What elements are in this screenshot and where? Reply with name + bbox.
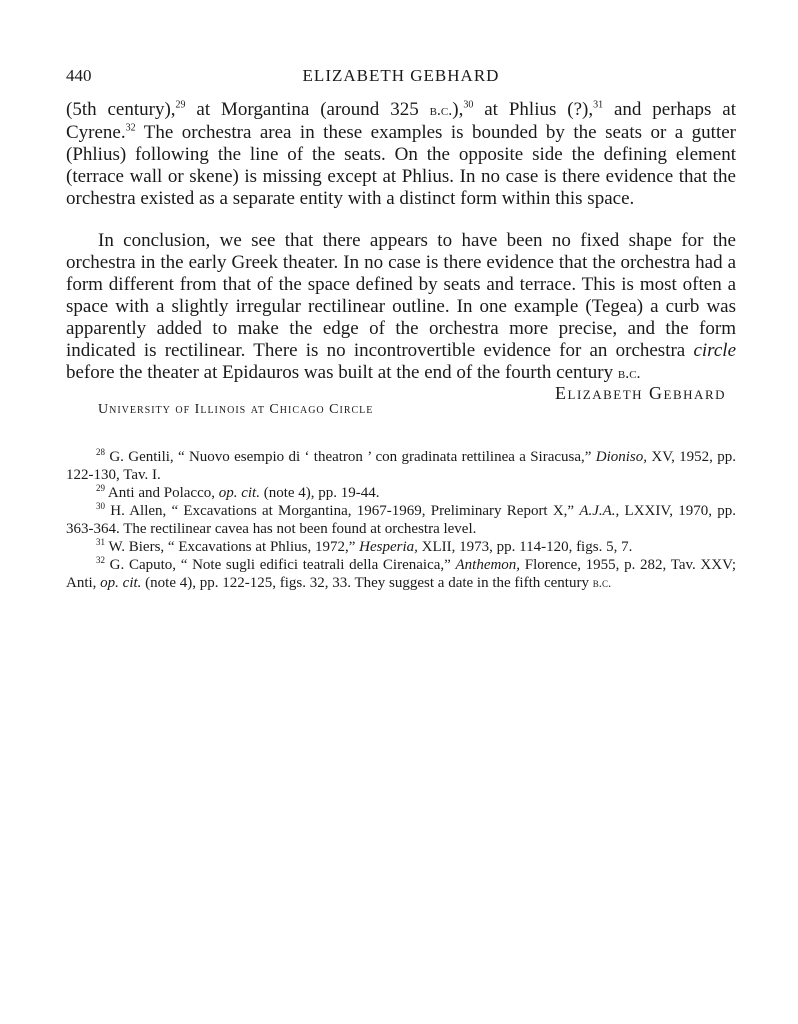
footnote-number: 30 [96, 501, 105, 511]
text-run: at Morgantina (around 325 [185, 99, 430, 120]
footnote-28 [66, 448, 736, 484]
journal-title: Dioniso, [595, 449, 648, 465]
citation-abbrev: op. cit. [218, 485, 260, 501]
author-signature: Elizabeth Gebhard [555, 383, 726, 403]
text-run: In conclusion, we see that there appears to have been no fixed shape for the orchestra in the early Greek theater. In no case is there evidence that the orchestra had a form different from that of the space defined by seats and terrace. This is most often a space with a slightly irregular rectilinear outline. In one example (Tegea) a curb was apparently added to make the edge of the orchestra more precise, and the form indicated is rectilinear. There is no incontrovertible evidence for an orchestra [66, 230, 736, 361]
running-head: ELIZABETH GEBHARD [302, 66, 500, 85]
paragraph-conclusion [66, 230, 736, 385]
text-run: Florence, 1955, p. 282, Tav. XXV; Anti, [66, 557, 736, 591]
text-run: (note 4), pp. 122-125, figs. 32, 33. They suggest a date in the fifth century [141, 575, 593, 591]
footnote-number: 32 [96, 555, 105, 565]
text-run: W. Biers, “ Excavations at Phlius, 1972,” [105, 539, 360, 555]
paragraph-continued [66, 99, 736, 210]
journal-title: Hesperia, [359, 539, 418, 555]
body-text [66, 99, 736, 385]
text-run: and perhaps at Cyrene. [66, 99, 736, 143]
footnote-30 [66, 502, 736, 538]
footnote-29 [66, 484, 736, 502]
text-run: at Phlius (?), [473, 99, 594, 120]
citation-abbrev: op. cit. [100, 575, 142, 591]
text-run: XLII, 1973, pp. 114-120, figs. 5, 7. [417, 539, 633, 555]
era-abbrev: b.c. [429, 102, 453, 119]
text-run: (5th century), [66, 99, 176, 120]
page-header [66, 66, 736, 90]
text-run: The orchestra area in these examples is bounded by the seats or a gutter (Phlius) following the line of the seats. On the opposite side the defining element (terrace wall or skene) is missing except at Phlius. In no case is there evidence that the orchestra existed as a separate entity with a distinct form within this space. [66, 122, 736, 209]
italic-term: circle [693, 340, 736, 361]
footnote-ref-32: 32 [125, 122, 136, 134]
journal-title: Anthemon, [455, 557, 521, 573]
footnote-number: 28 [96, 447, 105, 457]
footnote-ref-30: 30 [463, 99, 474, 111]
footnote-31 [66, 538, 736, 556]
footnotes [66, 448, 736, 592]
footnote-32 [66, 556, 736, 592]
text-run: XV, 1952, pp. 122-130, Tav. I. [66, 449, 737, 483]
page-number: 440 [66, 66, 92, 85]
era-abbrev: b.c. [617, 365, 641, 382]
footnote-ref-31: 31 [593, 99, 604, 111]
journal-title: A.J.A., [579, 503, 620, 519]
text-run: LXXIV, 1970, pp. 363-364. The rectilinear cavea has not been found at orchestra level. [66, 503, 736, 537]
footnote-ref-29: 29 [175, 99, 186, 111]
text-run: H. Allen, “ Excavations at Morgantina, 1967-1969, Preliminary Report X,” [105, 503, 580, 519]
text-run: G. Gentili, “ Nuovo esempio di ‘ theatron ’ con gradinata rettilinea a Siracusa,” [105, 449, 596, 465]
era-abbrev: b.c. [592, 575, 612, 590]
footnote-number: 29 [96, 483, 105, 493]
text-run: ), [452, 99, 464, 120]
author-affiliation: University of Illinois at Chicago Circle [98, 402, 374, 417]
text-run: G. Caputo, “ Note sugli edifici teatrali della Cirenaica,” [105, 557, 456, 573]
text-run: Anti and Polacco, [105, 485, 219, 501]
footnote-number: 31 [96, 537, 105, 547]
text-run: before the theater at Epidauros was built at the end of the fourth century [66, 362, 618, 383]
text-run: (note 4), pp. 19-44. [259, 485, 380, 501]
